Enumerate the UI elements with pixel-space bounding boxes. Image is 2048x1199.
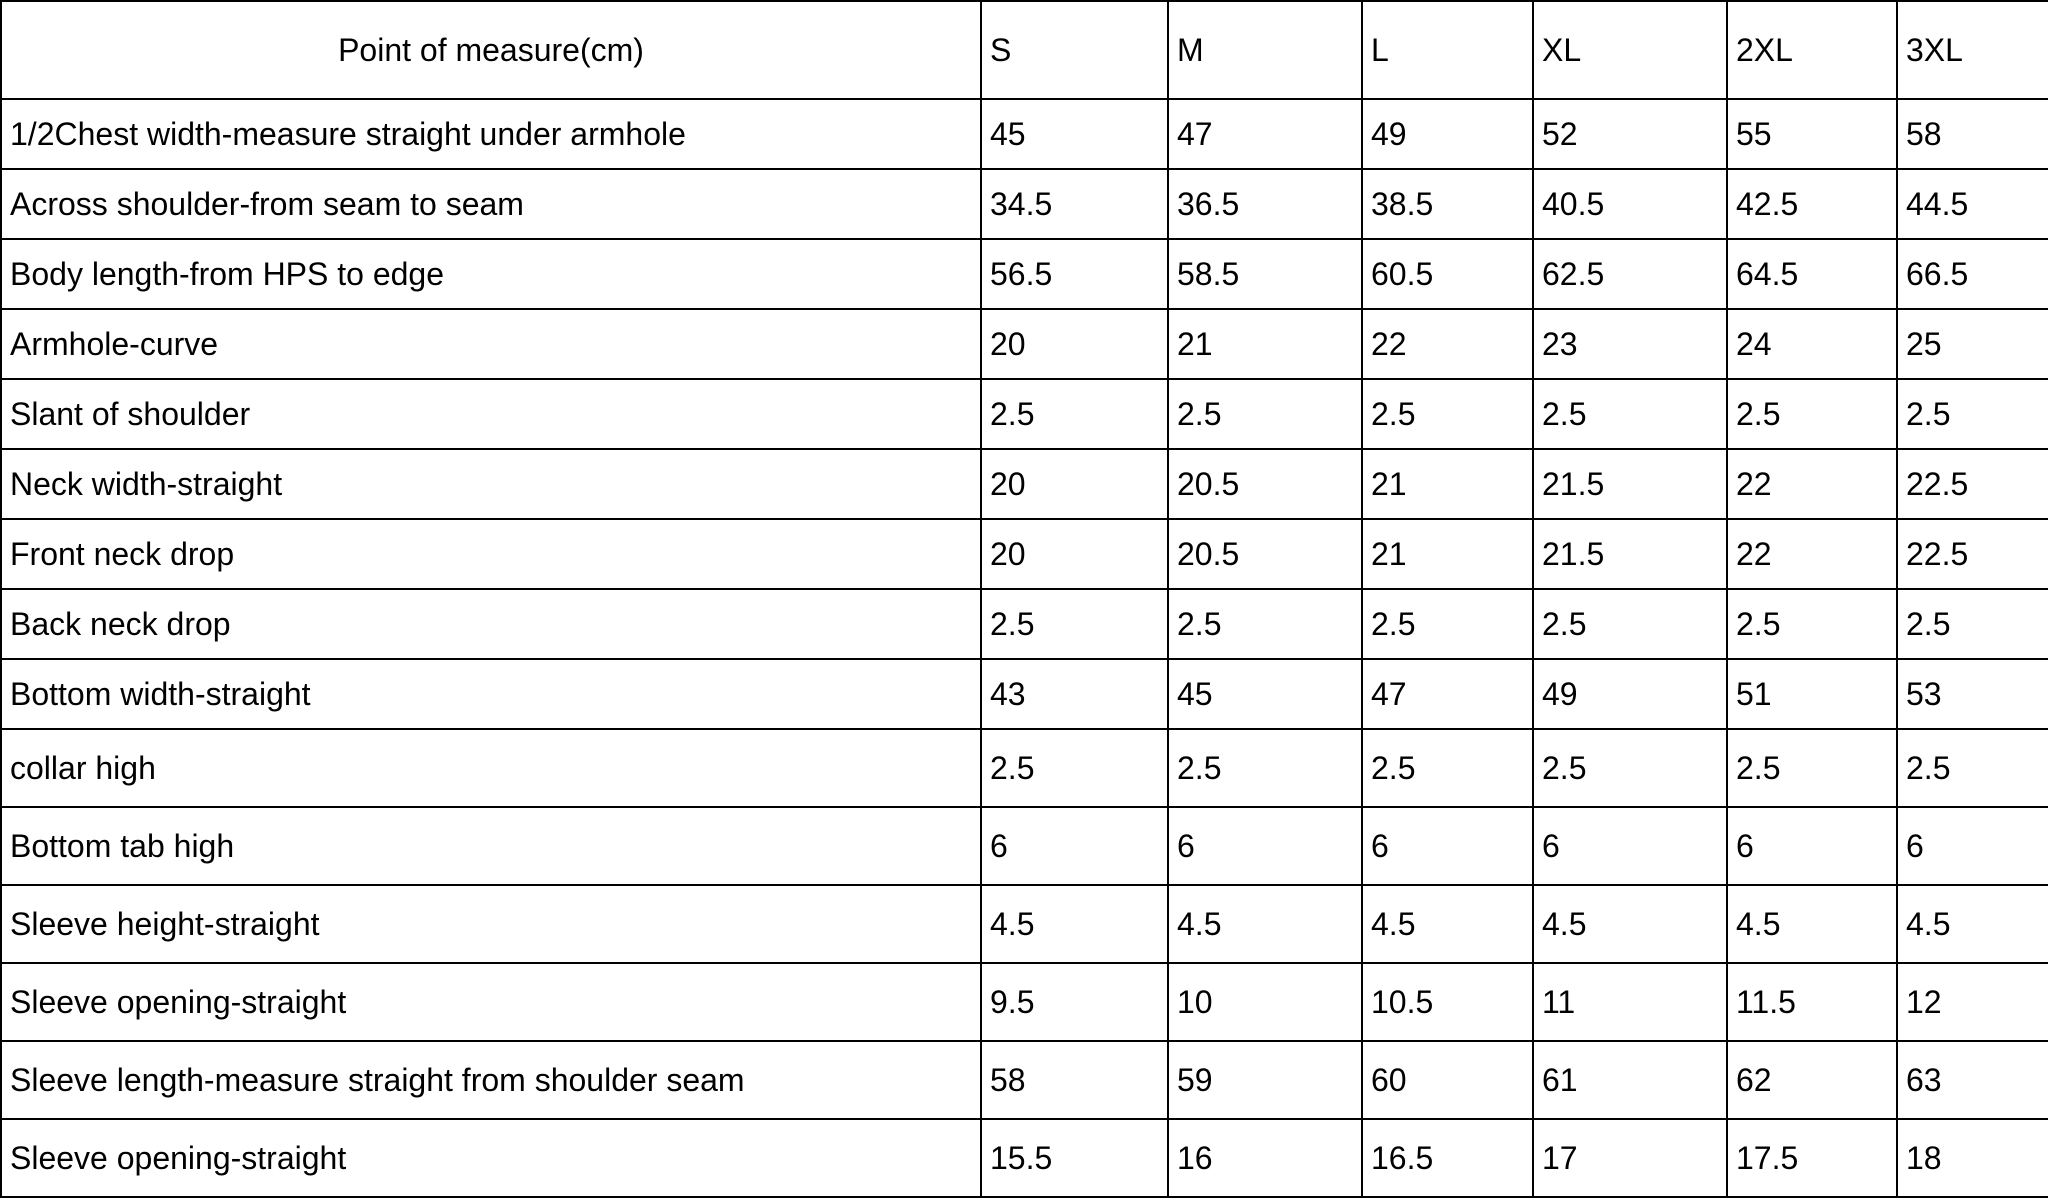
size-value-2xl: 2.5 [1727,589,1897,659]
measure-label: Front neck drop [1,519,981,589]
size-value-s: 58 [981,1041,1168,1119]
measure-label: Bottom width-straight [1,659,981,729]
size-value-3xl: 22.5 [1897,449,2048,519]
size-value-m: 20.5 [1168,449,1362,519]
size-value-l: 6 [1362,807,1533,885]
size-value-3xl: 58 [1897,99,2048,169]
size-value-s: 43 [981,659,1168,729]
size-value-2xl: 11.5 [1727,963,1897,1041]
size-value-3xl: 25 [1897,309,2048,379]
size-value-s: 15.5 [981,1119,1168,1197]
size-value-m: 59 [1168,1041,1362,1119]
size-value-xl: 40.5 [1533,169,1727,239]
table-row [1,885,2048,963]
size-value-l: 10.5 [1362,963,1533,1041]
size-value-s: 45 [981,99,1168,169]
table-row [1,519,2048,589]
measure-label: Back neck drop [1,589,981,659]
size-value-2xl: 4.5 [1727,885,1897,963]
size-value-xl: 17 [1533,1119,1727,1197]
measure-label: Bottom tab high [1,807,981,885]
size-value-m: 2.5 [1168,729,1362,807]
size-value-xl: 4.5 [1533,885,1727,963]
size-value-l: 38.5 [1362,169,1533,239]
size-value-s: 34.5 [981,169,1168,239]
size-value-2xl: 22 [1727,449,1897,519]
size-value-2xl: 22 [1727,519,1897,589]
size-value-xl: 62.5 [1533,239,1727,309]
size-value-l: 4.5 [1362,885,1533,963]
size-value-xl: 2.5 [1533,729,1727,807]
size-value-m: 47 [1168,99,1362,169]
size-value-3xl: 66.5 [1897,239,2048,309]
measure-label: Sleeve opening-straight [1,963,981,1041]
size-value-m: 16 [1168,1119,1362,1197]
table-row [1,729,2048,807]
size-value-2xl: 6 [1727,807,1897,885]
size-value-2xl: 55 [1727,99,1897,169]
table-row [1,589,2048,659]
size-value-s: 2.5 [981,589,1168,659]
size-value-xl: 21.5 [1533,519,1727,589]
table-row [1,963,2048,1041]
size-value-l: 2.5 [1362,379,1533,449]
size-header-s: S [981,1,1168,99]
measure-label: Sleeve height-straight [1,885,981,963]
size-value-3xl: 4.5 [1897,885,2048,963]
size-value-m: 45 [1168,659,1362,729]
measure-label: collar high [1,729,981,807]
size-value-2xl: 2.5 [1727,729,1897,807]
size-value-m: 2.5 [1168,379,1362,449]
size-value-3xl: 12 [1897,963,2048,1041]
size-value-m: 21 [1168,309,1362,379]
table-row [1,239,2048,309]
size-value-3xl: 22.5 [1897,519,2048,589]
size-value-m: 2.5 [1168,589,1362,659]
size-value-3xl: 2.5 [1897,589,2048,659]
size-value-l: 49 [1362,99,1533,169]
size-value-s: 56.5 [981,239,1168,309]
measure-label: 1/2Chest width-measure straight under armhole [1,99,981,169]
size-value-2xl: 17.5 [1727,1119,1897,1197]
size-value-m: 20.5 [1168,519,1362,589]
size-value-2xl: 51 [1727,659,1897,729]
header-row [1,1,2048,99]
size-value-xl: 61 [1533,1041,1727,1119]
size-value-3xl: 63 [1897,1041,2048,1119]
size-value-s: 20 [981,309,1168,379]
size-value-s: 6 [981,807,1168,885]
size-value-xl: 49 [1533,659,1727,729]
size-value-xl: 11 [1533,963,1727,1041]
size-value-l: 60.5 [1362,239,1533,309]
size-value-l: 21 [1362,519,1533,589]
size-value-3xl: 2.5 [1897,729,2048,807]
point-of-measure-header: Point of measure(cm) [1,1,981,99]
size-value-3xl: 2.5 [1897,379,2048,449]
size-value-m: 10 [1168,963,1362,1041]
table-row [1,309,2048,379]
size-value-xl: 23 [1533,309,1727,379]
measure-label: Armhole-curve [1,309,981,379]
size-value-l: 2.5 [1362,589,1533,659]
size-header-m: M [1168,1,1362,99]
size-value-m: 6 [1168,807,1362,885]
table-row [1,99,2048,169]
size-value-l: 16.5 [1362,1119,1533,1197]
size-value-s: 9.5 [981,963,1168,1041]
table-body [1,99,2048,1197]
measure-label: Sleeve opening-straight [1,1119,981,1197]
table-row [1,1041,2048,1119]
size-value-l: 60 [1362,1041,1533,1119]
size-value-3xl: 18 [1897,1119,2048,1197]
size-value-3xl: 6 [1897,807,2048,885]
size-value-s: 2.5 [981,379,1168,449]
table-row [1,449,2048,519]
size-value-l: 2.5 [1362,729,1533,807]
size-value-m: 58.5 [1168,239,1362,309]
size-header-xl: XL [1533,1,1727,99]
measure-label: Neck width-straight [1,449,981,519]
size-value-3xl: 53 [1897,659,2048,729]
table-row [1,659,2048,729]
size-header-2xl: 2XL [1727,1,1897,99]
size-value-l: 21 [1362,449,1533,519]
size-value-s: 20 [981,449,1168,519]
size-value-2xl: 2.5 [1727,379,1897,449]
measure-label: Body length-from HPS to edge [1,239,981,309]
table-row [1,379,2048,449]
size-header-l: L [1362,1,1533,99]
measure-label: Sleeve length-measure straight from shoulder seam [1,1041,981,1119]
size-value-2xl: 64.5 [1727,239,1897,309]
size-header-3xl: 3XL [1897,1,2048,99]
size-value-xl: 21.5 [1533,449,1727,519]
size-value-3xl: 44.5 [1897,169,2048,239]
size-value-l: 22 [1362,309,1533,379]
size-value-2xl: 24 [1727,309,1897,379]
size-value-xl: 2.5 [1533,589,1727,659]
size-value-2xl: 62 [1727,1041,1897,1119]
size-value-xl: 52 [1533,99,1727,169]
size-value-m: 36.5 [1168,169,1362,239]
size-value-s: 4.5 [981,885,1168,963]
size-value-2xl: 42.5 [1727,169,1897,239]
measure-label: Slant of shoulder [1,379,981,449]
size-value-s: 20 [981,519,1168,589]
table-row [1,807,2048,885]
size-value-xl: 2.5 [1533,379,1727,449]
measure-label: Across shoulder-from seam to seam [1,169,981,239]
size-value-xl: 6 [1533,807,1727,885]
size-value-l: 47 [1362,659,1533,729]
size-value-m: 4.5 [1168,885,1362,963]
size-value-s: 2.5 [981,729,1168,807]
table-row [1,1119,2048,1197]
table-row [1,169,2048,239]
